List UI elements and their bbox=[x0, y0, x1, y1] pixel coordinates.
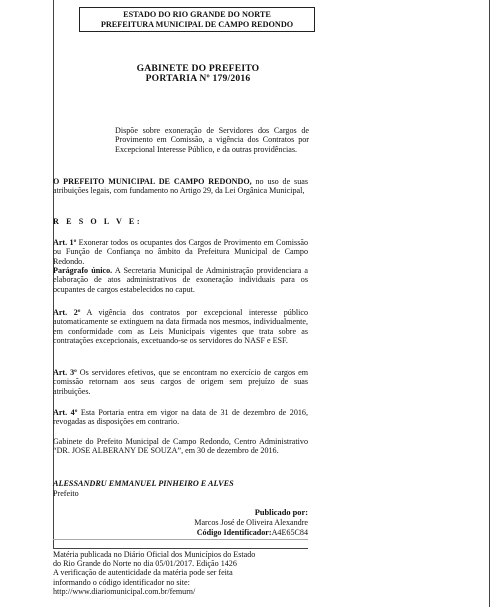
article-3 bbox=[53, 368, 308, 396]
footer-url-link[interactable]: http://www.diariomunicipal.com.br/femurn/ bbox=[53, 586, 196, 596]
closing-paragraph: Gabinete do Prefeito Municipal de Campo Redondo, Centro Administrativo “DR. JOSE ALBERANY DE SOUZA”, em 30 de dezembro de 2016. bbox=[53, 437, 308, 456]
document-header bbox=[79, 7, 315, 32]
article-1 bbox=[53, 238, 308, 266]
portaria-number: PORTARIA Nº 179/2016 bbox=[145, 73, 251, 84]
published-by-label: Publicado por: bbox=[254, 508, 308, 517]
title-block bbox=[53, 64, 343, 84]
preamble-paragraph bbox=[53, 177, 308, 196]
resolve-heading: R E S O L V E: bbox=[53, 217, 143, 226]
right-column-rule bbox=[489, 0, 490, 607]
office-title: GABINETE DO PREFEITO bbox=[136, 63, 260, 74]
identifier-code-label: Código Identificador: bbox=[196, 528, 272, 537]
footer-line-1: Matéria publicada no Diário Oficial dos Municípios do Estado bbox=[53, 550, 256, 559]
header-state: ESTADO DO RIO GRANDE DO NORTE bbox=[123, 10, 271, 19]
identifier-code-line bbox=[150, 528, 308, 537]
paragrafo-unico bbox=[53, 266, 308, 294]
footer-line-3: A verificação de autenticidade da matéria pode ser feita bbox=[53, 568, 233, 578]
identifier-code: A4E65C84 bbox=[271, 528, 308, 537]
article-3-label: Art. 3º bbox=[53, 368, 77, 377]
paragrafo-unico-label: Parágrafo único. bbox=[53, 266, 113, 275]
ementa-paragraph: Dispõe sobre exoneração de Servidores dos Cargos de Provimento em Comissão, a vigência dos Contratos por Excepcional Interesse Público, e da outras providências. bbox=[115, 126, 309, 154]
signature-name: ALESSANDRU EMMANUEL PINHEIRO E ALVES bbox=[53, 479, 234, 488]
article-3-text: Os servidores efetivos, que se encontram no exercício de cargos em comissão retornam aos seus cargos de origem sem prejuízo de suas atribuições. bbox=[53, 368, 308, 396]
publication-divider bbox=[53, 539, 308, 540]
preamble-text: no uso de suas atribuições legais, com fundamento no Artigo 29, da Lei Orgânica Municipal, bbox=[53, 177, 308, 196]
article-4-label: Art. 4º bbox=[53, 408, 78, 417]
article-1-text: Exonerar todos os ocupantes dos Cargos de Provimento em Comissão ou Função de Confiança no âmbito da Prefeitura Municipal de Campo Redondo. bbox=[53, 238, 308, 266]
paragrafo-unico-text: A Secretaria Municipal de Administração providenciara a elaboração de atos administrativos de exoneração individuais para os ocupantes de cargos estabelecidos no caput. bbox=[53, 266, 308, 294]
footer-divider bbox=[53, 548, 308, 549]
footer-line-2: do Rio Grande do Norte no dia 05/01/2017. Edição 1426 bbox=[53, 559, 237, 569]
article-1-label: Art. 1º bbox=[53, 238, 77, 247]
publisher-name: Marcos José de Oliveira Alexandre bbox=[194, 518, 308, 527]
article-4 bbox=[53, 408, 308, 427]
article-2-text: A vigência dos contratos por excepcional interesse público automaticamente se extinguem na data firmada nos mesmos, individualmente, em conformidade com as Leis Municipais vigentes que trata sobre as contratações excepcionais, excetuando-se os servidores do NASF e ESF. bbox=[53, 308, 308, 345]
signature-role: Prefeito bbox=[53, 489, 79, 498]
header-prefeitura: PREFEITURA MUNICIPAL DE CAMPO REDONDO bbox=[100, 20, 294, 29]
article-2 bbox=[53, 308, 308, 345]
footer-note bbox=[53, 550, 311, 596]
preamble-mayor: O PREFEITO MUNICIPAL DE CAMPO REDONDO, bbox=[53, 177, 252, 186]
footer-line-4: informando o código identificador no site: bbox=[53, 577, 190, 587]
article-2-label: Art. 2º bbox=[53, 308, 81, 317]
article-4-text: Esta Portaria entra em vigor na data de 31 de dezembro de 2016, revogadas as disposições em contrario. bbox=[53, 408, 308, 427]
